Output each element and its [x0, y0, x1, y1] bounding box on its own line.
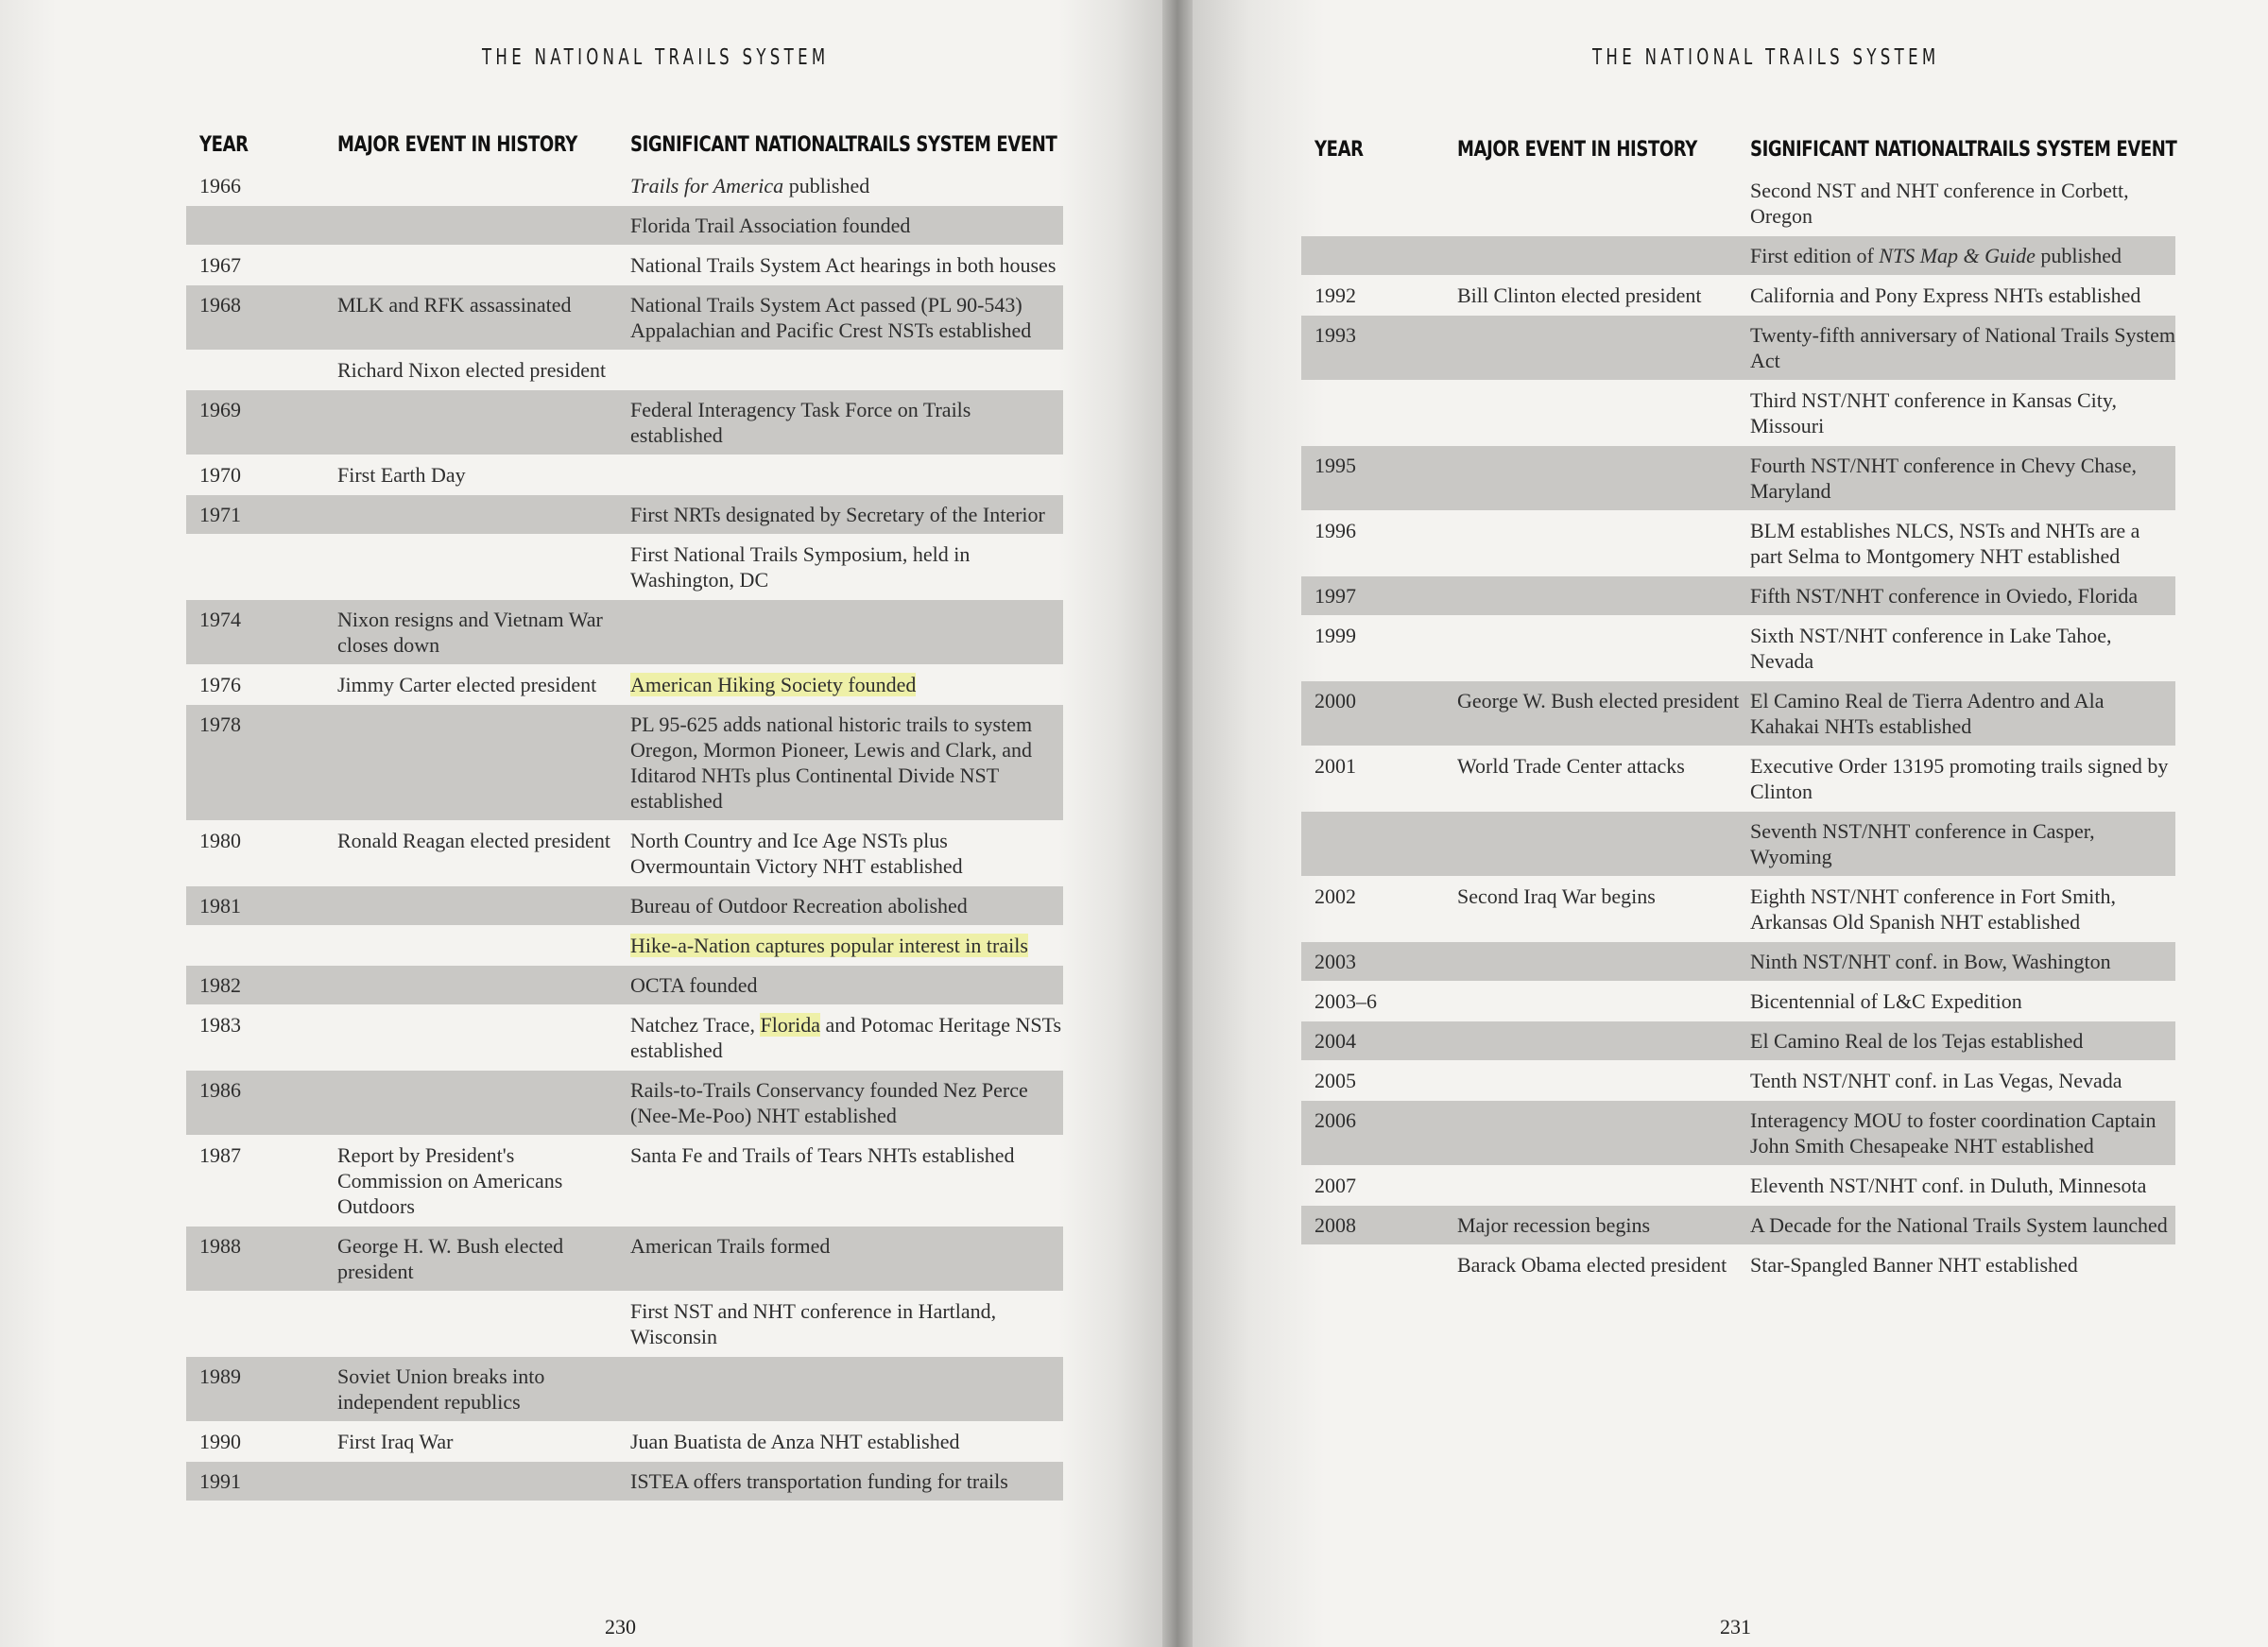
table-row	[186, 390, 1063, 455]
cell-year	[186, 1298, 328, 1349]
cell-year: 1997	[1314, 584, 1356, 608]
cell-history	[1448, 243, 1741, 268]
table-row	[186, 495, 1063, 534]
nts-highlighted-text: Hike-a-Nation captures popular interest in trails	[630, 934, 1028, 957]
table-row	[186, 1462, 1063, 1501]
table-row	[1301, 877, 2175, 941]
page-number: 231	[1720, 1615, 1751, 1638]
cell-history	[1448, 1068, 1741, 1093]
nts-text: First edition of	[1750, 244, 1880, 267]
cell-year: 2005	[1314, 1069, 1356, 1092]
table-row	[186, 285, 1063, 350]
nts-highlighted-text: Florida	[760, 1013, 821, 1037]
cell-history: First Earth Day	[337, 463, 466, 487]
header-nts: SIGNIFICANT NATIONALTRAILS SYSTEM EVENT	[630, 132, 1057, 157]
cell-history: Second Iraq War begins	[1457, 884, 1656, 908]
cell-year: 1970	[199, 463, 241, 487]
timeline-table	[186, 123, 1063, 1501]
table-row	[186, 1136, 1063, 1226]
cell-history: Richard Nixon elected president	[337, 358, 607, 382]
table-row	[186, 535, 1063, 599]
table-row	[186, 665, 1063, 704]
table-row	[186, 600, 1063, 664]
header-history: MAJOR EVENT IN HISTORY	[1457, 137, 1697, 162]
cell-history	[328, 1468, 621, 1494]
cell-history	[328, 893, 621, 918]
cell-year: 1992	[1314, 283, 1356, 307]
cell-nts-event: OCTA founded	[630, 973, 758, 997]
cell-nts-event: Interagency MOU to foster coordination Captain John Smith Chesapeake NHT established	[1750, 1108, 2156, 1158]
cell-year: 2001	[1314, 754, 1356, 778]
cell-history: Ronald Reagan elected president	[337, 829, 610, 852]
header-year: YEAR	[199, 132, 249, 157]
table-row	[1301, 316, 2175, 380]
cell-year: 1982	[199, 973, 241, 997]
table-row	[1301, 1021, 2175, 1060]
cell-nts-event: Tenth NST/NHT conf. in Las Vegas, Nevada	[1750, 1069, 2122, 1092]
cell-history	[328, 502, 621, 527]
cell-history: Nixon resigns and Vietnam War closes down	[337, 608, 603, 657]
cell-year: 2003–6	[1314, 989, 1377, 1013]
cell-nts-event: El Camino Real de los Tejas established	[1750, 1029, 2084, 1053]
cell-nts-event: Seventh NST/NHT conference in Casper, Wyoming	[1750, 819, 2095, 868]
running-head: THE NATIONAL TRAILS SYSTEM	[1592, 45, 1940, 70]
cell-history	[328, 712, 621, 814]
cell-year: 2002	[1314, 884, 1356, 908]
cell-history	[328, 1012, 621, 1063]
cell-year: 1987	[199, 1143, 241, 1167]
cell-year	[1301, 178, 1448, 229]
cell-history: First Iraq War	[337, 1430, 454, 1453]
cell-year: 1995	[1314, 454, 1356, 477]
cell-nts-event: Fifth NST/NHT conference in Oviedo, Florida	[1750, 584, 2139, 608]
cell-year: 2008	[1314, 1213, 1356, 1237]
table-row	[1301, 576, 2175, 615]
cell-history	[328, 173, 621, 198]
cell-history: Bill Clinton elected president	[1457, 283, 1702, 307]
cell-year: 1993	[1314, 323, 1356, 347]
cell-nts-event: Executive Order 13195 promoting trails signed by Clinton	[1750, 754, 2169, 803]
cell-nts-event: Federal Interagency Task Force on Trails established	[630, 398, 971, 447]
nts-text: and Potomac Heritage NSTs established	[630, 1013, 1062, 1062]
cell-nts-event: Second NST and NHT conference in Corbett, Oregon	[1750, 179, 2129, 228]
cell-nts-event: Bureau of Outdoor Recreation abolished	[630, 894, 968, 918]
table-row	[1301, 1166, 2175, 1205]
cell-history: World Trade Center attacks	[1457, 754, 1685, 778]
cell-nts-event: Eleventh NST/NHT conf. in Duluth, Minnesota	[1750, 1174, 2147, 1197]
cell-year	[186, 357, 328, 383]
cell-history: Report by President's Commission on Americans Outdoors	[337, 1143, 563, 1218]
cell-nts-event: North Country and Ice Age NSTs plus Overmountain Victory NHT established	[630, 829, 963, 878]
table-row	[1301, 171, 2175, 235]
cell-year: 1986	[199, 1078, 241, 1102]
cell-year: 2000	[1314, 689, 1356, 712]
cell-year: 1967	[199, 253, 241, 277]
cell-nts-event	[621, 173, 1063, 198]
cell-history	[1448, 453, 1741, 504]
cell-history	[1448, 1107, 1741, 1158]
table-row	[1301, 616, 2175, 680]
cell-nts-event	[621, 607, 1063, 658]
cell-year: 1989	[199, 1364, 241, 1388]
header-year: YEAR	[1314, 137, 1364, 162]
nts-title-italic: Trails for America	[630, 174, 784, 197]
table-row	[1301, 1101, 2175, 1165]
cell-nts-event: National Trails System Act passed (PL 90-543) Appalachian and Pacific Crest NSTs established	[630, 293, 1032, 342]
table-row	[186, 926, 1063, 965]
cell-year	[1301, 1252, 1448, 1278]
cell-history: MLK and RFK assassinated	[337, 293, 572, 317]
table-body	[1301, 171, 2175, 1284]
right-page	[1193, 0, 2268, 1647]
header-history: MAJOR EVENT IN HISTORY	[337, 132, 577, 157]
nts-text: published	[2035, 244, 2122, 267]
cell-nts-event	[621, 672, 1063, 697]
cell-nts-event	[621, 357, 1063, 383]
table-row	[1301, 746, 2175, 811]
table-row	[186, 705, 1063, 820]
cell-history	[1448, 818, 1741, 869]
cell-nts-event: Rails-to-Trails Conservancy founded Nez Perce (Nee-Me-Poo) NHT established	[630, 1078, 1028, 1127]
table-row	[186, 1422, 1063, 1461]
book-gutter	[1162, 0, 1193, 1647]
cell-nts-event	[621, 1012, 1063, 1063]
table-row	[186, 1292, 1063, 1356]
cell-history	[1448, 518, 1741, 569]
cell-nts-event	[621, 933, 1063, 958]
cell-year: 2003	[1314, 950, 1356, 973]
cell-nts-event: PL 95-625 adds national historic trails to system Oregon, Mormon Pioneer, Lewis and Clark, and Iditarod NHTs plus Continental Divide NST established	[630, 712, 1033, 813]
cell-nts-event: Juan Buatista de Anza NHT established	[630, 1430, 960, 1453]
cell-year: 1974	[199, 608, 241, 631]
table-row	[1301, 446, 2175, 510]
table-row	[186, 886, 1063, 925]
table-row	[186, 1357, 1063, 1421]
cell-history	[328, 397, 621, 448]
cell-history: Barack Obama elected president	[1457, 1253, 1727, 1277]
cell-history	[1448, 1173, 1741, 1198]
cell-history	[328, 252, 621, 278]
cell-year: 1996	[1314, 519, 1356, 542]
table-row	[186, 1071, 1063, 1135]
cell-nts-event: National Trails System Act hearings in both houses	[630, 253, 1057, 277]
cell-year: 1981	[199, 894, 241, 918]
header-nts: SIGNIFICANT NATIONALTRAILS SYSTEM EVENT	[1750, 137, 2177, 162]
table-body	[186, 166, 1063, 1501]
cell-year: 1988	[199, 1234, 241, 1258]
cell-year: 1983	[199, 1013, 241, 1037]
cell-history: George H. W. Bush elected president	[337, 1234, 564, 1283]
table-row	[1301, 1206, 2175, 1244]
cell-history	[328, 933, 621, 958]
cell-year: 1966	[199, 174, 241, 197]
cell-year: 1999	[1314, 624, 1356, 647]
nts-title-italic: NTS Map & Guide	[1879, 244, 2036, 267]
cell-history	[1448, 387, 1741, 438]
cell-history	[328, 972, 621, 998]
table-row	[1301, 276, 2175, 315]
cell-nts-event: Ninth NST/NHT conf. in Bow, Washington	[1750, 950, 2111, 973]
nts-text: Natchez Trace,	[630, 1013, 761, 1037]
cell-nts-event: El Camino Real de Tierra Adentro and Ala Kahakai NHTs established	[1750, 689, 2105, 738]
cell-history	[1448, 178, 1741, 229]
timeline-table	[1301, 128, 2175, 1285]
cell-year: 1969	[199, 398, 241, 421]
nts-highlighted-text: American Hiking Society founded	[630, 673, 917, 696]
cell-history	[1448, 1028, 1741, 1054]
table-row	[1301, 681, 2175, 746]
table-row	[186, 821, 1063, 885]
cell-history: George W. Bush elected president	[1457, 689, 1740, 712]
table-row	[1301, 511, 2175, 575]
cell-nts-event: California and Pony Express NHTs established	[1750, 283, 2141, 307]
table-row	[1301, 1061, 2175, 1100]
cell-nts-event: Eighth NST/NHT conference in Fort Smith, Arkansas Old Spanish NHT established	[1750, 884, 2116, 934]
cell-year: 2006	[1314, 1108, 1356, 1132]
cell-nts-event: Third NST/NHT conference in Kansas City, Missouri	[1750, 388, 2117, 437]
cell-history	[1448, 949, 1741, 974]
cell-nts-event: Fourth NST/NHT conference in Chevy Chase, Maryland	[1750, 454, 2137, 503]
cell-nts-event: Twenty-fifth anniversary of National Trails System Act	[1750, 323, 2176, 372]
table-row	[1301, 1245, 2175, 1284]
cell-year	[186, 933, 328, 958]
cell-year: 1980	[199, 829, 241, 852]
cell-history	[328, 541, 621, 592]
cell-nts-event: Santa Fe and Trails of Tears NHTs established	[630, 1143, 1015, 1167]
running-head: THE NATIONAL TRAILS SYSTEM	[482, 45, 830, 70]
cell-history	[1448, 322, 1741, 373]
cell-history	[328, 1298, 621, 1349]
cell-year	[186, 213, 328, 238]
table-row	[186, 455, 1063, 494]
cell-year: 1976	[199, 673, 241, 696]
cell-year	[1301, 243, 1448, 268]
cell-year	[1301, 387, 1448, 438]
cell-nts-event: Star-Spangled Banner NHT established	[1750, 1253, 2078, 1277]
table-row	[1301, 236, 2175, 275]
table-row	[186, 966, 1063, 1004]
table-row	[186, 166, 1063, 205]
cell-nts-event: American Trails formed	[630, 1234, 831, 1258]
cell-year: 1971	[199, 503, 241, 526]
cell-nts-event: Bicentennial of L&C Expedition	[1750, 989, 2022, 1013]
cell-history: Jimmy Carter elected president	[337, 673, 597, 696]
cell-history	[1448, 988, 1741, 1014]
cell-year	[186, 541, 328, 592]
table-row	[186, 1005, 1063, 1070]
cell-year: 1968	[199, 293, 241, 317]
cell-nts-event: First National Trails Symposium, held in Washington, DC	[630, 542, 971, 592]
table-row	[1301, 982, 2175, 1021]
cell-nts-event: Sixth NST/NHT conference in Lake Tahoe, Nevada	[1750, 624, 2112, 673]
cell-history	[1448, 583, 1741, 609]
cell-year: 1991	[199, 1469, 241, 1493]
cell-nts-event	[1741, 243, 2175, 268]
cell-history: Major recession begins	[1457, 1213, 1651, 1237]
cell-nts-event	[621, 1364, 1063, 1415]
table-row	[1301, 812, 2175, 876]
cell-year: 1978	[199, 712, 241, 736]
page-number: 230	[605, 1615, 636, 1638]
cell-nts-event: ISTEA offers transportation funding for trails	[630, 1469, 1008, 1493]
table-row	[186, 351, 1063, 389]
table-row	[1301, 942, 2175, 981]
table-header	[186, 123, 1063, 166]
cell-nts-event: First NST and NHT conference in Hartland, Wisconsin	[630, 1299, 997, 1348]
table-header	[1301, 128, 2175, 171]
cell-year: 1990	[199, 1430, 241, 1453]
table-row	[186, 206, 1063, 245]
cell-history	[1448, 623, 1741, 674]
cell-nts-event: A Decade for the National Trails System launched	[1750, 1213, 2168, 1237]
table-row	[186, 1227, 1063, 1291]
cell-nts-event: Florida Trail Association founded	[630, 214, 911, 237]
table-row	[186, 246, 1063, 284]
cell-year: 2004	[1314, 1029, 1356, 1053]
cell-history	[328, 1077, 621, 1128]
cell-nts-event: BLM establishes NLCS, NSTs and NHTs are a part Selma to Montgomery NHT established	[1750, 519, 2140, 568]
cell-year: 2007	[1314, 1174, 1356, 1197]
cell-nts-event: First NRTs designated by Secretary of the Interior	[630, 503, 1045, 526]
nts-text: published	[783, 174, 870, 197]
cell-history	[328, 213, 621, 238]
cell-history: Soviet Union breaks into independent republics	[337, 1364, 545, 1414]
cell-year	[1301, 818, 1448, 869]
cell-nts-event	[621, 462, 1063, 488]
table-row	[1301, 381, 2175, 445]
